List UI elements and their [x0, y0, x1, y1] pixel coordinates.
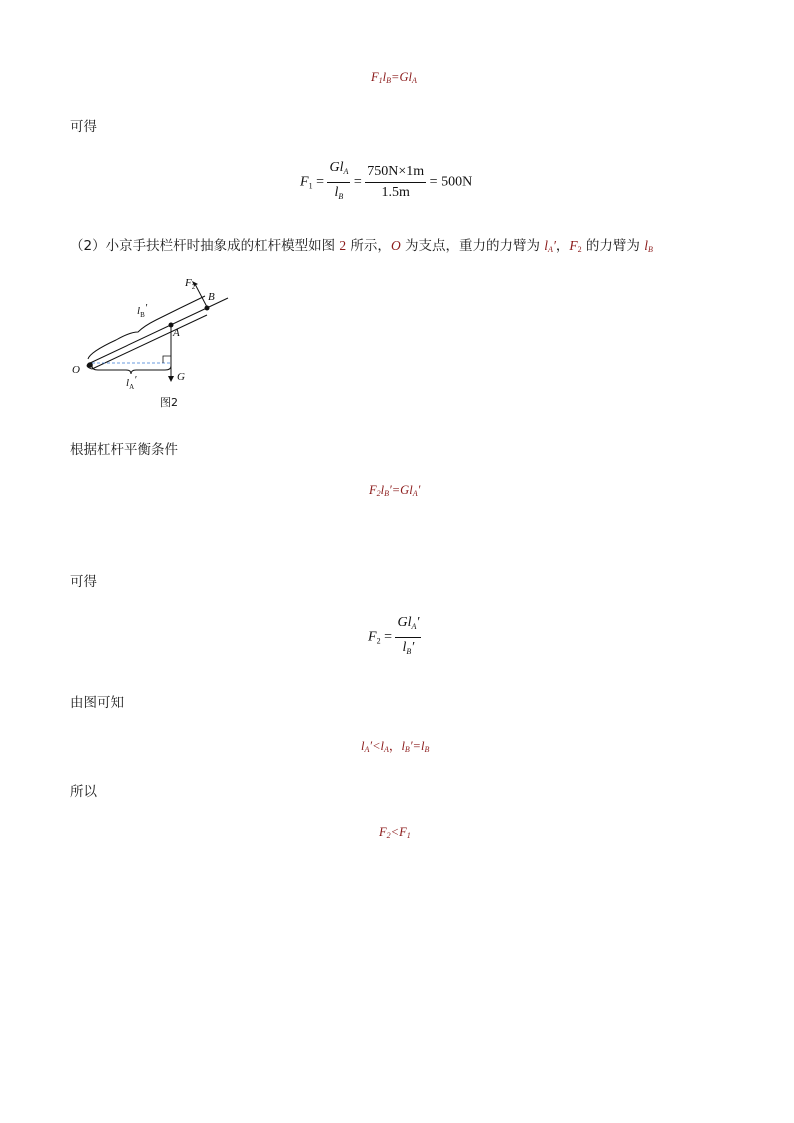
label-O: O: [72, 364, 80, 376]
gravity-arrow-head: [168, 376, 174, 382]
equation-lever-balance-1: $F_1l_B=Gl_A$: [371, 70, 417, 85]
brace-lA: [92, 366, 171, 374]
fraction-numeric: $\frac{750N\times 1m}{1.5m}$: [367, 164, 425, 200]
text-youtu: 由图可知: [70, 695, 124, 711]
fraction-GlA-over-lB: $\frac{Gl_A}{l_B}$: [329, 160, 349, 201]
figure-2-lever-model: [68, 270, 238, 415]
label-A: A: [173, 327, 180, 339]
text-kede-1: 可得: [70, 119, 97, 135]
label-lA-prime: $l_A'$: [126, 374, 137, 391]
equation-comparison-arms: $l_A'<l_A$，$l_B'=l_B$: [361, 739, 430, 754]
lever-diagram-svg: [68, 270, 238, 415]
figure-caption: 图2: [160, 396, 178, 409]
text-genju: 根据杠杆平衡条件: [70, 442, 178, 458]
equation-F2-expression: $F_2$ = $\frac{Gl_A'}{l_B'}$: [368, 615, 421, 660]
point-B: [205, 306, 210, 311]
right-angle-mark: [163, 356, 171, 363]
equation-F1-calculation: $F_1$ = $\frac{Gl_A}{l_B}$ = $\frac{750N\times 1m}{1.5m}$ = 500N: [300, 160, 472, 205]
label-G: G: [177, 371, 185, 383]
equation-lever-balance-2: $F_2l_B'=Gl_A'$: [369, 483, 421, 498]
fraction-GlA-prime-over-lB-prime: $\frac{Gl_A'}{l_B'}$: [397, 615, 420, 656]
paragraph-part-2: （2）小京手扶栏杆时抽象成的杠杆模型如图 2 所示，O 为支点，重力的力臂为 $l_A'$，$F_2$ 的力臂为 $l_B$: [70, 238, 653, 254]
text-suoyi: 所以: [70, 784, 97, 800]
force-F2-line: [195, 284, 207, 307]
label-lB-prime: $l_B'$: [137, 302, 148, 319]
equation-force-comparison: $F_2<F_1$: [379, 825, 411, 840]
text-kede-2: 可得: [70, 574, 97, 590]
label-B: B: [208, 291, 215, 303]
label-F2: $F_2$: [185, 277, 196, 291]
